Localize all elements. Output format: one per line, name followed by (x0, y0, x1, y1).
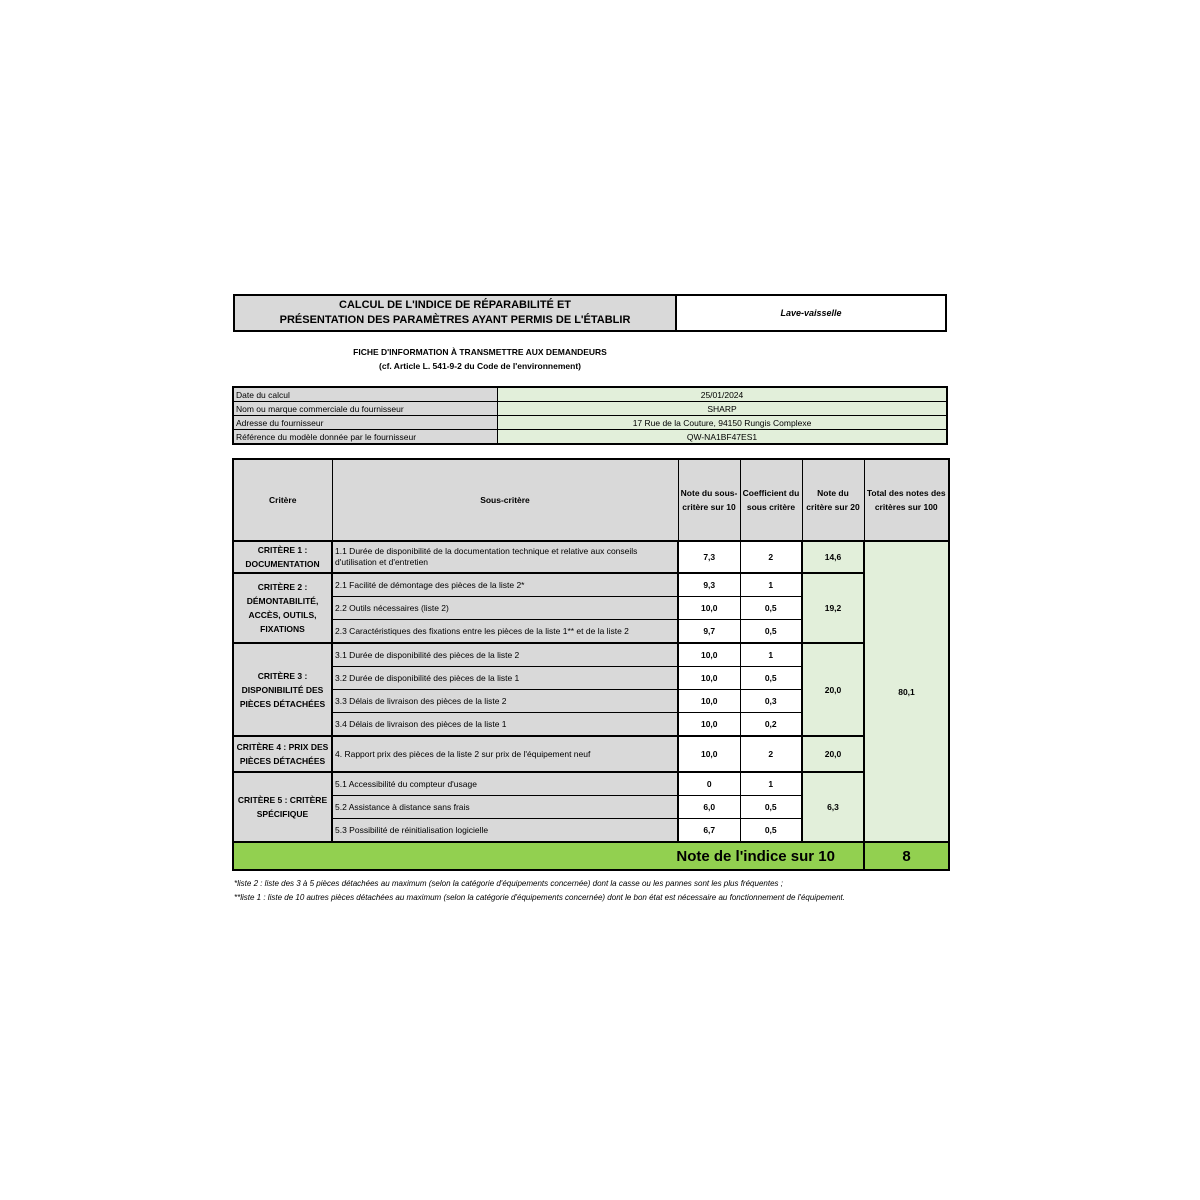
info-value: SHARP (498, 402, 948, 416)
info-row (233, 387, 947, 402)
table-row (233, 573, 949, 597)
sub-criterion-label: 3.3 Délais de livraison des pièces de la liste 2 (332, 690, 678, 713)
sub-criterion-note: 9,7 (678, 620, 740, 644)
info-label: Date du calcul (233, 387, 498, 402)
sub-criterion-coef: 0,5 (740, 667, 802, 690)
repairability-table (232, 458, 950, 871)
subtitle (300, 345, 660, 373)
sub-criterion-note: 6,0 (678, 796, 740, 819)
criterion-note20: 19,2 (802, 573, 864, 643)
sub-criterion-label: 3.1 Durée de disponibilité des pièces de la liste 2 (332, 643, 678, 667)
footnote-list-1: **liste 1 : liste de 10 autres pièces détachées au maximum (selon la catégorie d'équipements concernée) dont le bon état est nécessaire au fonctionnement de l'équipement. (234, 893, 845, 902)
criterion-note20: 20,0 (802, 736, 864, 772)
criterion-name: CRITÈRE 4 : PRIX DES PIÈCES DÉTACHÉES (233, 736, 332, 772)
sub-criterion-label: 5.3 Possibilité de réinitialisation logicielle (332, 819, 678, 843)
info-value: 17 Rue de la Couture, 94150 Rungis Complexe (498, 416, 948, 430)
sub-criterion-coef: 1 (740, 772, 802, 796)
sub-criterion-label: 2.3 Caractéristiques des fixations entre les pièces de la liste 1** et de la liste 2 (332, 620, 678, 644)
sub-criterion-coef: 1 (740, 643, 802, 667)
final-score-row (233, 842, 949, 870)
sub-criterion-note: 7,3 (678, 541, 740, 573)
total-score: 80,1 (864, 541, 949, 842)
col-header-total: Total des notes des critères sur 100 (864, 459, 949, 541)
col-header-note10: Note du sous-critère sur 10 (678, 459, 740, 541)
sub-criterion-coef: 0,5 (740, 796, 802, 819)
criterion-note20: 14,6 (802, 541, 864, 573)
col-header-note20: Note du critère sur 20 (802, 459, 864, 541)
sub-criterion-label: 3.4 Délais de livraison des pièces de la liste 1 (332, 713, 678, 737)
sub-criterion-note: 10,0 (678, 736, 740, 772)
sub-criterion-note: 10,0 (678, 667, 740, 690)
sub-criterion-label: 3.2 Durée de disponibilité des pièces de la liste 1 (332, 667, 678, 690)
sub-criterion-coef: 0,3 (740, 690, 802, 713)
criterion-note20: 6,3 (802, 772, 864, 842)
sub-criterion-note: 0 (678, 772, 740, 796)
sub-criterion-note: 10,0 (678, 690, 740, 713)
criterion-name: CRITÈRE 1 : DOCUMENTATION (233, 541, 332, 573)
sub-criterion-coef: 0,5 (740, 597, 802, 620)
sub-criterion-coef: 0,5 (740, 620, 802, 644)
sub-criterion-label: 4. Rapport prix des pièces de la liste 2 sur prix de l'équipement neuf (332, 736, 678, 772)
criterion-name: CRITÈRE 2 : DÉMONTABILITÉ, ACCÈS, OUTILS, FIXATIONS (233, 573, 332, 643)
sub-criterion-label: 5.1 Accessibilité du compteur d'usage (332, 772, 678, 796)
sub-criterion-label: 5.2 Assistance à distance sans frais (332, 796, 678, 819)
subtitle-line-1: FICHE D'INFORMATION À TRANSMETTRE AUX DEMANDEURS (353, 347, 607, 357)
supplier-info-table (232, 386, 948, 445)
sub-criterion-coef: 1 (740, 573, 802, 597)
sub-criterion-note: 10,0 (678, 713, 740, 737)
info-label: Référence du modèle donnée par le fournisseur (233, 430, 498, 445)
title-line-1: CALCUL DE L'INDICE DE RÉPARABILITÉ ET (339, 299, 571, 311)
footnote-list-2: *liste 2 : liste des 3 à 5 pièces détachées au maximum (selon la catégorie d'équipements concernée) dont la casse ou les pannes sont les plus fréquentes ; (234, 879, 783, 888)
sub-criterion-note: 10,0 (678, 597, 740, 620)
info-label: Nom ou marque commerciale du fournisseur (233, 402, 498, 416)
table-header-row (233, 459, 949, 541)
table-row (233, 643, 949, 667)
table-row (233, 772, 949, 796)
sub-criterion-coef: 2 (740, 736, 802, 772)
final-score-value: 8 (864, 842, 949, 870)
sub-criterion-note: 6,7 (678, 819, 740, 843)
sub-criterion-note: 9,3 (678, 573, 740, 597)
final-score-label: Note de l'indice sur 10 (233, 842, 864, 870)
product-type: Lave-vaisselle (677, 294, 947, 332)
table-row (233, 736, 949, 772)
sub-criterion-note: 10,0 (678, 643, 740, 667)
sub-criterion-label: 1.1 Durée de disponibilité de la documentation technique et relative aux conseils d'utilisation et d'entretien (332, 541, 678, 573)
sub-criterion-coef: 0,2 (740, 713, 802, 737)
info-row (233, 402, 947, 416)
criterion-name: CRITÈRE 3 : DISPONIBILITÉ DES PIÈCES DÉTACHÉES (233, 643, 332, 736)
col-header-coef: Coefficient du sous critère (740, 459, 802, 541)
document-title (233, 294, 677, 332)
col-header-sous-critere: Sous-critère (332, 459, 678, 541)
criterion-name: CRITÈRE 5 : CRITÈRE SPÉCIFIQUE (233, 772, 332, 842)
footnotes (234, 877, 934, 905)
subtitle-line-2: (cf. Article L. 541-9-2 du Code de l'environnement) (379, 361, 581, 371)
col-header-critere: Critère (233, 459, 332, 541)
info-row (233, 416, 947, 430)
criterion-note20: 20,0 (802, 643, 864, 736)
info-label: Adresse du fournisseur (233, 416, 498, 430)
sub-criterion-label: 2.1 Facilité de démontage des pièces de la liste 2* (332, 573, 678, 597)
sub-criterion-coef: 2 (740, 541, 802, 573)
title-line-2: PRÉSENTATION DES PARAMÈTRES AYANT PERMIS DE L'ÉTABLIR (279, 314, 631, 326)
sub-criterion-label: 2.2 Outils nécessaires (liste 2) (332, 597, 678, 620)
sub-criterion-coef: 0,5 (740, 819, 802, 843)
table-row (233, 541, 949, 573)
info-row (233, 430, 947, 445)
info-value: QW-NA1BF47ES1 (498, 430, 948, 445)
info-value: 25/01/2024 (498, 387, 948, 402)
